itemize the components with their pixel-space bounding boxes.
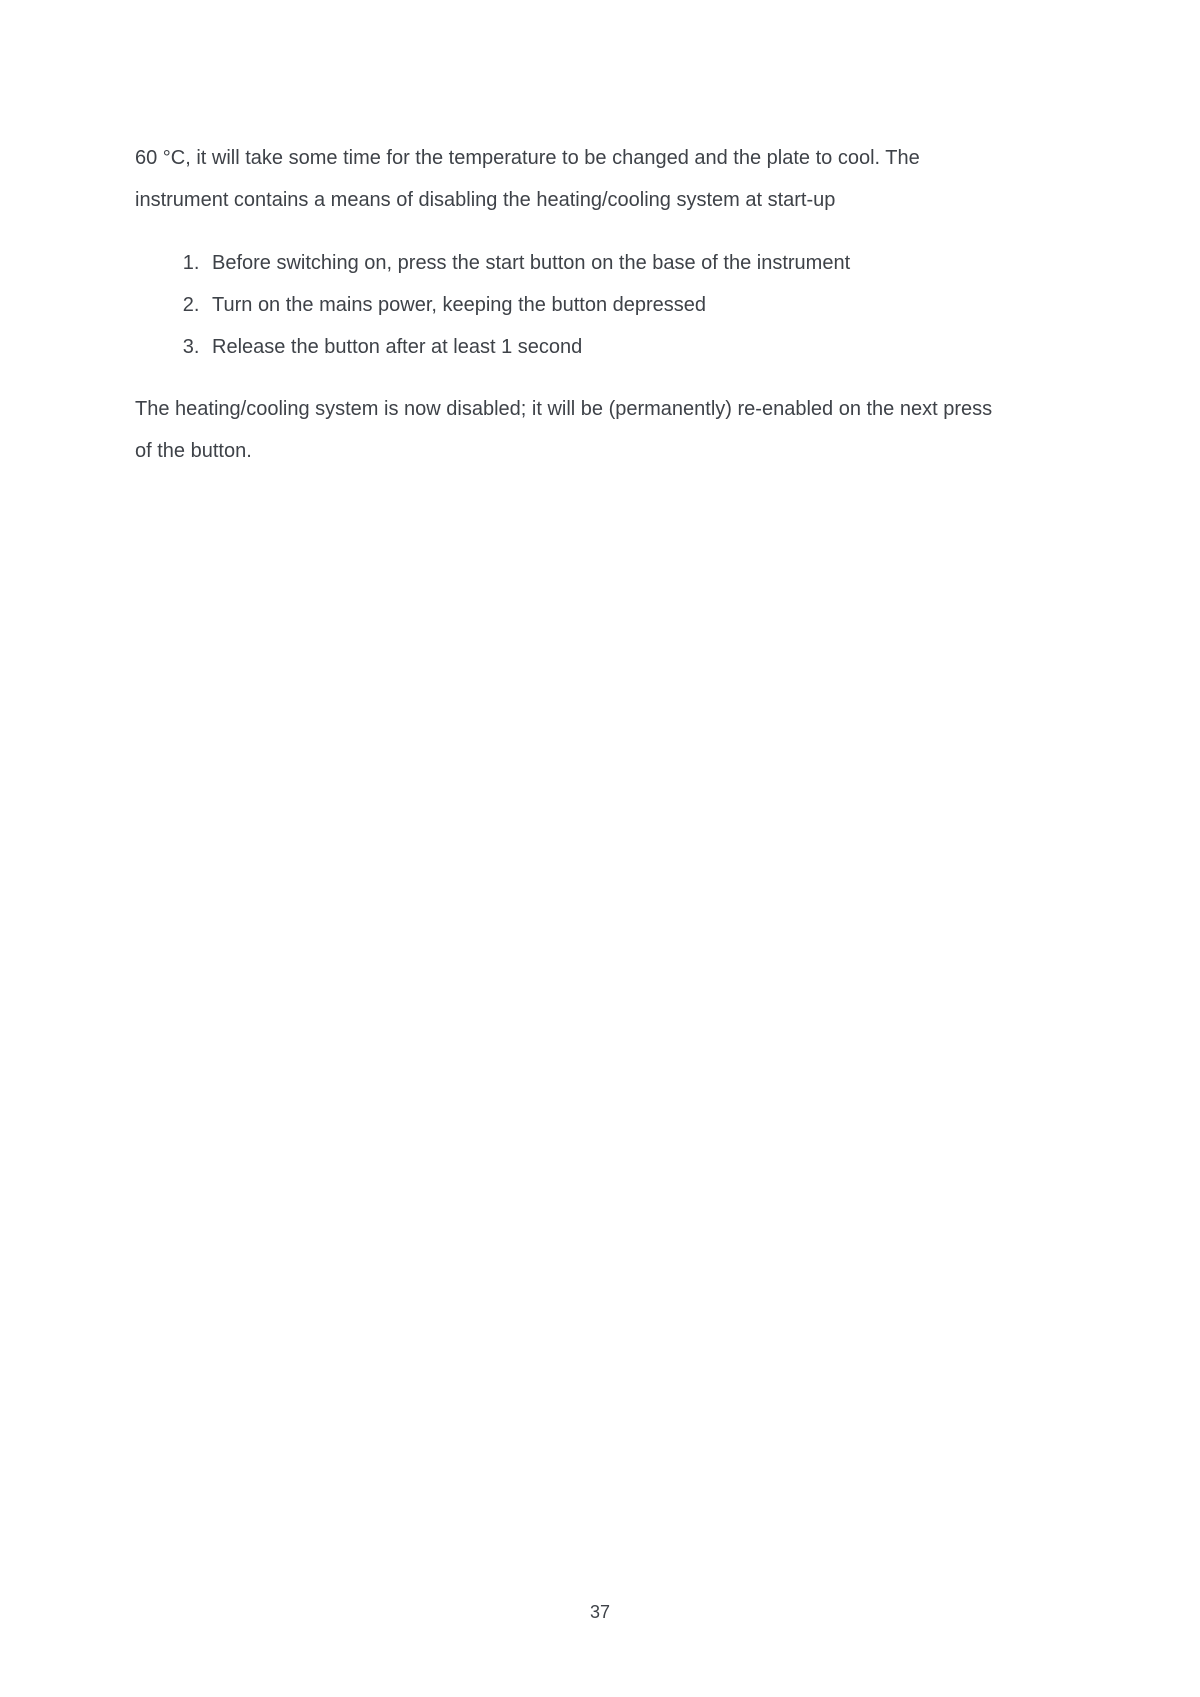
startup-steps-list: [135, 242, 995, 368]
page-number: 37: [589, 1602, 611, 1622]
startup-step-1: 1. Before switching on, press the start button on the base of the instrument: [205, 242, 995, 284]
startup-step-3: 3. Release the button after at least 1 second: [205, 326, 995, 368]
intro-paragraph: 60 °C, it will take some time for the temperature to be changed and the plate to cool. The instrument contains a means of disabling the heating/cooling system at start-up: [135, 147, 920, 211]
page-footer: [0, 1602, 1200, 1623]
page-content: [135, 137, 995, 472]
startup-step-2: 2. Turn on the mains power, keeping the button depressed: [205, 284, 995, 326]
result-paragraph: The heating/cooling system is now disabled; it will be (permanently) re-enabled on the next press of the button.: [135, 398, 993, 462]
